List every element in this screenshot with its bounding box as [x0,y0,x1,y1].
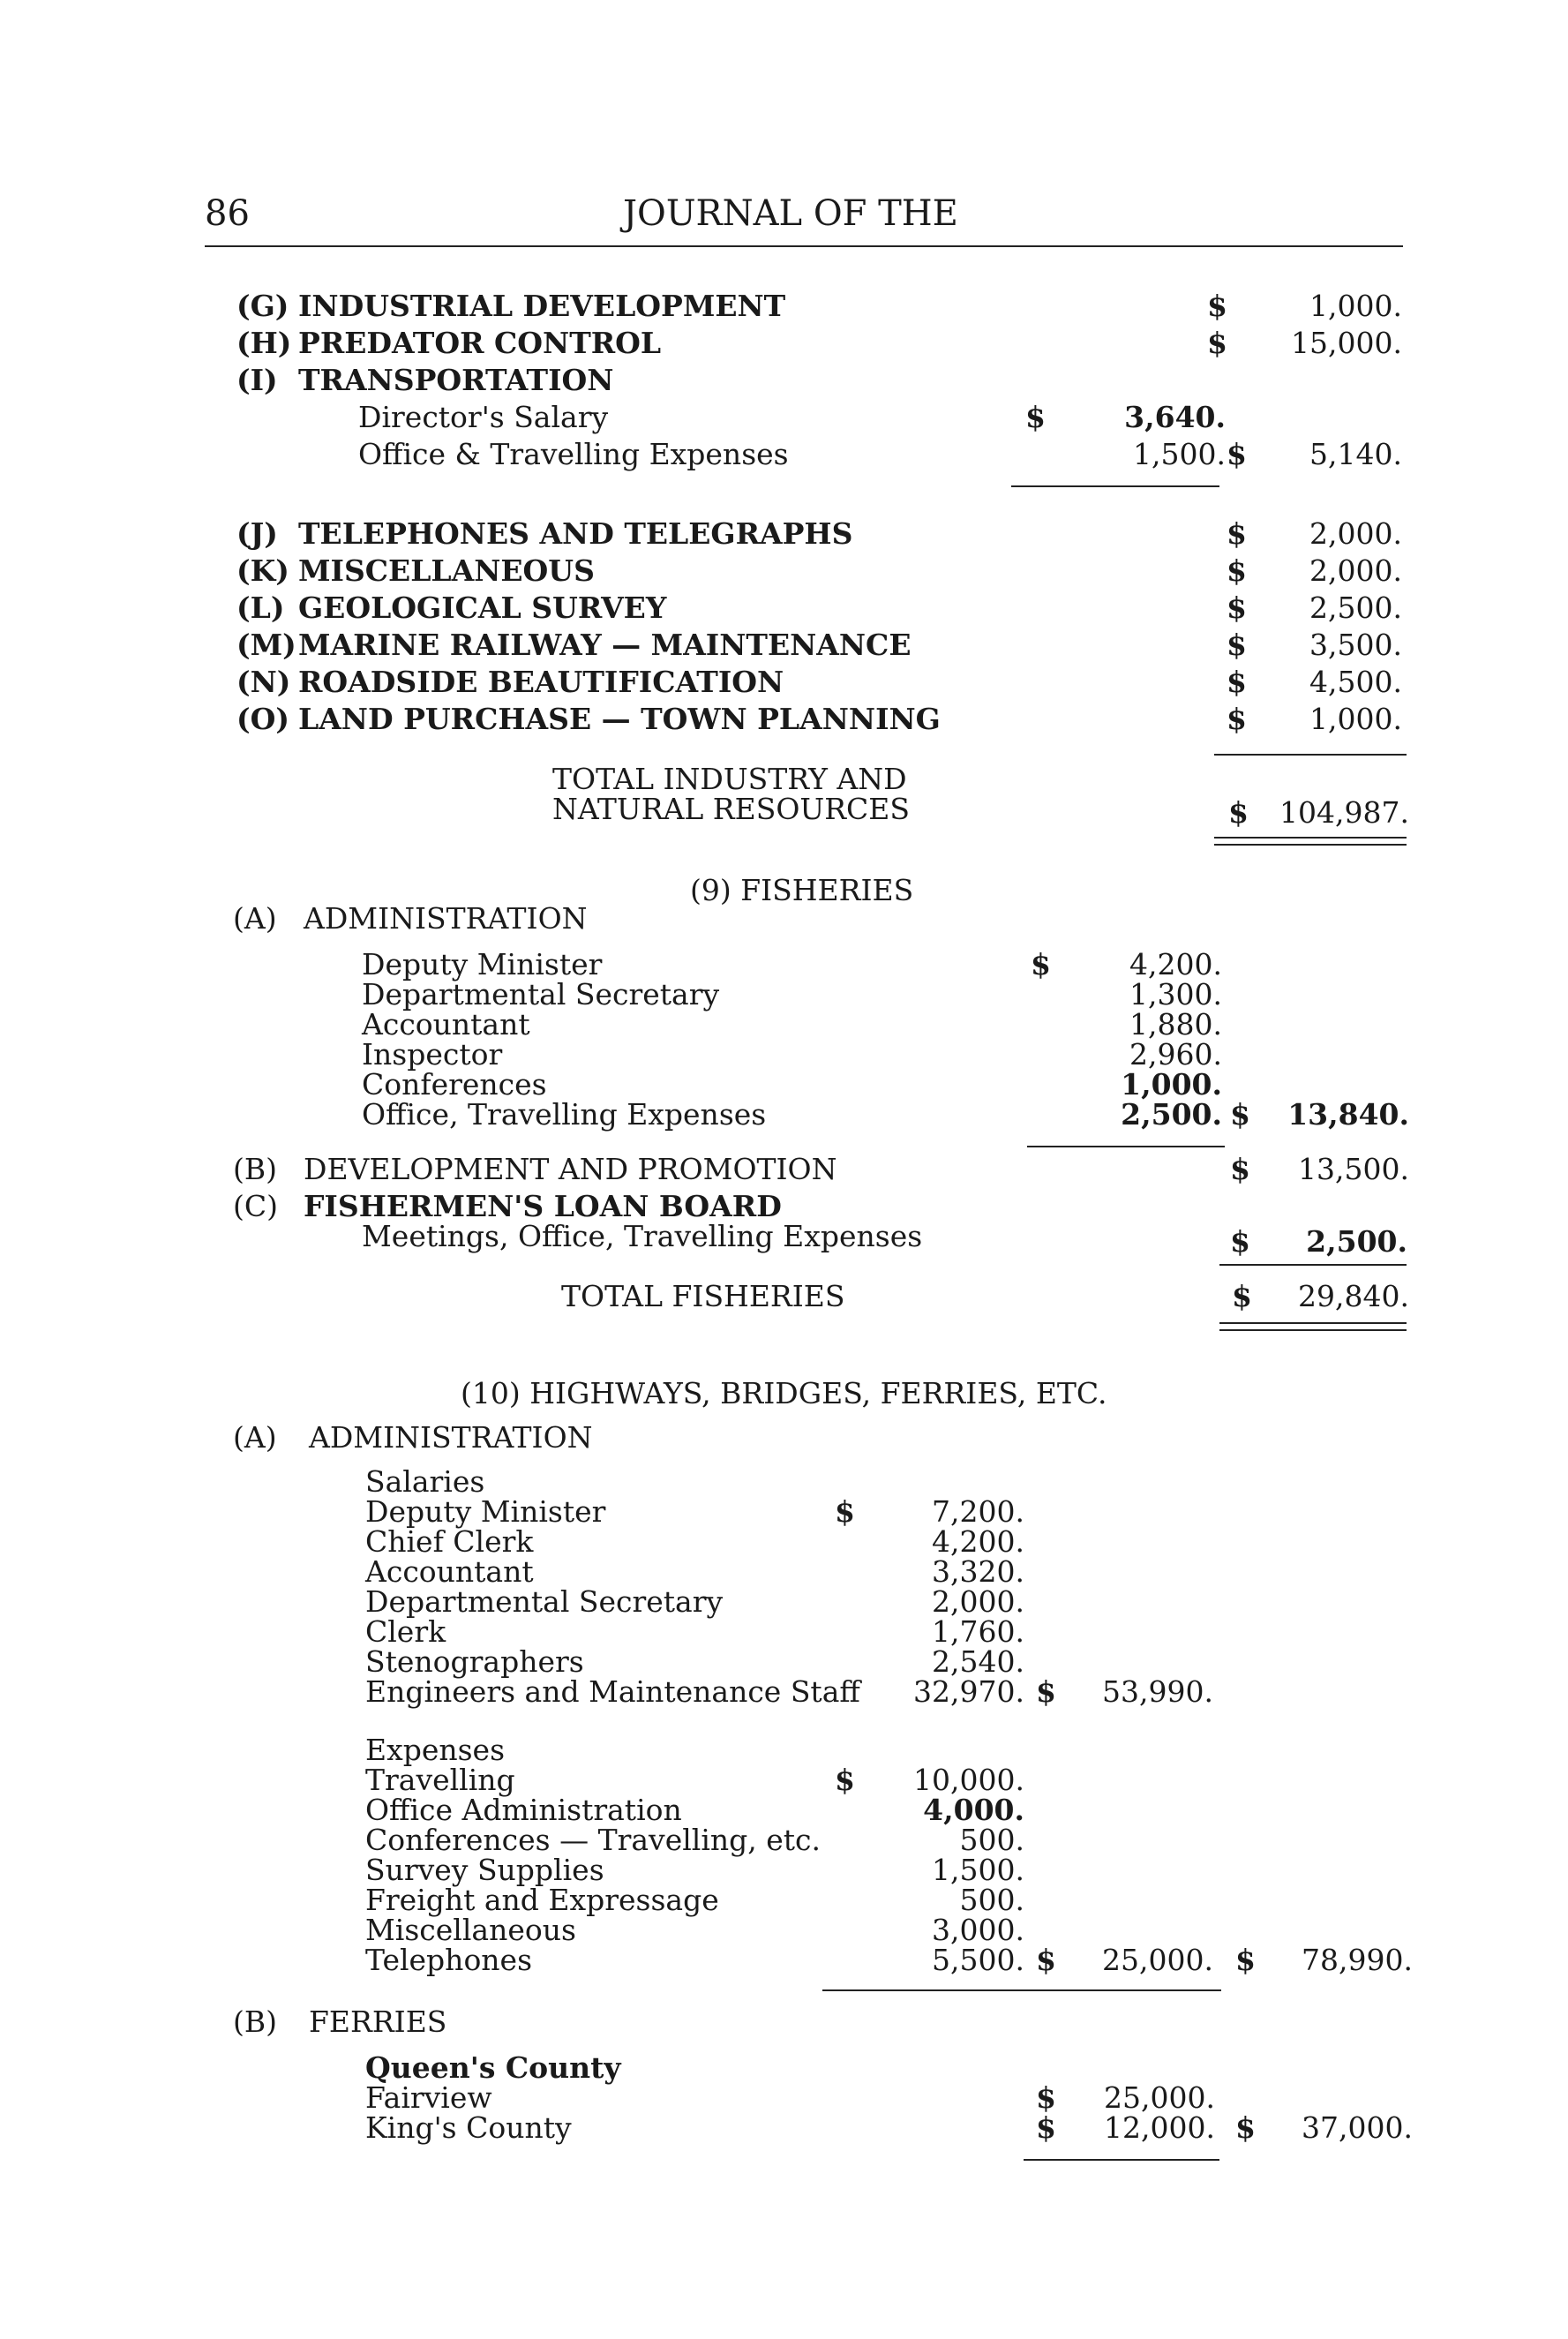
line-amount: 7,200. [932,1494,1024,1529]
item-label: LAND PURCHASE — TOWN PLANNING [298,702,941,736]
line-amount: 2,500. [1121,1097,1222,1132]
item-key: (G) [236,289,289,323]
item-total: 2,500. [1309,590,1402,625]
line-amount: 2,000. [932,1584,1024,1619]
item-key: (L) [236,590,285,625]
header-rule [205,245,1403,247]
item-key: (C) [233,1189,278,1223]
line-amount: 500. [959,1823,1024,1857]
line-label: Office Administration [365,1793,682,1827]
item-label: TRANSPORTATION [298,363,614,397]
item-label: FERRIES [309,2004,447,2039]
line-amount: 25,000. [1104,2080,1215,2115]
dollar-sign: $ [1227,516,1247,551]
line-label: Conferences [362,1067,547,1102]
item-label: ADMINISTRATION [304,901,588,936]
item-total: 2,000. [1309,553,1402,588]
line-label: Travelling [365,1763,515,1797]
sub-item-label: Meetings, Office, Travelling Expenses [362,1219,923,1253]
line-label: Deputy Minister [365,1494,606,1529]
item-label: ROADSIDE BEAUTIFICATION [298,665,784,699]
sub-item-label: Office & Travelling Expenses [358,437,789,471]
subtotal-rule [1027,1146,1225,1147]
item-key: (I) [236,363,278,397]
line-label: Deputy Minister [362,947,603,981]
item-label: DEVELOPMENT AND PROMOTION [304,1152,837,1186]
line-amount: 2,540. [932,1644,1024,1679]
dollar-sign: $ [1036,1674,1056,1709]
item-key: (K) [236,553,289,588]
double-rule-bottom [1219,1329,1407,1331]
item-label: PREDATOR CONTROL [298,326,662,360]
item-key: (O) [236,702,289,736]
line-label: Accountant [362,1007,530,1042]
dollar-sign: $ [1227,665,1247,699]
dollar-sign: $ [1232,1279,1252,1313]
dollar-sign: $ [1227,702,1247,736]
dollar-sign: $ [1036,1943,1056,1977]
line-amount: 10,000. [913,1763,1024,1797]
dollar-sign: $ [835,1763,855,1797]
subtotal-rule [1011,485,1219,487]
item-key: (B) [233,2004,277,2039]
line-label: Engineers and Maintenance Staff [365,1674,860,1709]
line-amount: 1,300. [1129,977,1222,1012]
dollar-sign: $ [835,1494,855,1529]
dollar-sign: $ [1227,590,1247,625]
item-total: 5,140. [1309,437,1402,471]
item-label: MARINE RAILWAY — MAINTENANCE [298,628,912,662]
line-amount: 5,500. [932,1943,1024,1977]
item-label: FISHERMEN'S LOAN BOARD [304,1189,782,1223]
dollar-sign: $ [1036,2110,1056,2145]
section-total: 104,987. [1279,795,1409,830]
dollar-sign: $ [1230,1152,1250,1186]
group-label: Queen's County [365,2050,621,2085]
item-label: GEOLOGICAL SURVEY [298,590,667,625]
line-amount: 32,970. [913,1674,1024,1709]
sub-item-label: Director's Salary [358,400,609,434]
item-key: (A) [233,1420,277,1455]
dollar-sign: $ [1230,1097,1250,1132]
group-total: 53,990. [1102,1674,1213,1709]
dollar-sign: $ [1235,2110,1256,2145]
line-label: Survey Supplies [365,1853,604,1887]
line-label: Conferences — Travelling, etc. [365,1823,822,1857]
page-number: 86 [205,193,250,234]
dollar-sign: $ [1228,795,1249,830]
group-label: Expenses [365,1733,506,1767]
group-total: 25,000. [1102,1943,1213,1977]
item-total: 13,500. [1298,1152,1409,1186]
total-rule [1219,1264,1407,1266]
line-amount: 12,000. [1104,2110,1215,2145]
line-amount: 4,200. [1129,947,1222,981]
item-total: 3,500. [1309,628,1402,662]
line-amount: 1,500. [932,1853,1024,1887]
total-rule [1214,754,1407,756]
group-label: Salaries [365,1464,485,1499]
item-label: TELEPHONES AND TELEGRAPHS [298,516,853,551]
dollar-sign: $ [1207,289,1227,323]
line-label: Accountant [365,1554,534,1589]
line-label: Stenographers [365,1644,584,1679]
sub-item-amount: 3,640. [1124,400,1226,434]
item-key: (B) [233,1152,277,1186]
section-heading: (10) HIGHWAYS, BRIDGES, FERRIES, ETC. [461,1376,1107,1410]
item-total: 1,000. [1309,289,1402,323]
item-key: (N) [236,665,291,699]
subtotal-rule [822,1989,1221,1991]
subsection-total: 78,990. [1302,1943,1413,1977]
double-rule-bottom [1214,844,1407,846]
subsection-total: 13,840. [1287,1097,1409,1132]
item-total: 2,000. [1309,516,1402,551]
line-label: Chief Clerk [365,1524,534,1559]
line-label: Departmental Secretary [362,977,720,1012]
total-label: TOTAL FISHERIES [561,1279,845,1313]
dollar-sign: $ [1227,628,1247,662]
dollar-sign: $ [1025,400,1046,434]
section-total: 29,840. [1298,1279,1409,1313]
dollar-sign: $ [1227,437,1247,471]
subsection-total: 37,000. [1302,2110,1413,2145]
double-rule-top [1214,837,1407,839]
dollar-sign: $ [1036,2080,1056,2115]
item-total: 4,500. [1309,665,1402,699]
total-label: NATURAL RESOURCES [552,792,911,826]
subtotal-rule [1024,2159,1219,2161]
item-key: (H) [236,326,292,360]
line-label: Office, Travelling Expenses [362,1097,767,1132]
line-amount: 1,760. [932,1614,1024,1649]
item-total: 15,000. [1291,326,1402,360]
line-label: Freight and Expressage [365,1883,719,1917]
line-amount: 2,960. [1129,1037,1222,1072]
double-rule-top [1219,1322,1407,1324]
line-amount: 4,200. [932,1524,1024,1559]
item-total: 2,500. [1306,1224,1407,1259]
line-amount: 3,320. [932,1554,1024,1589]
dollar-sign: $ [1031,947,1051,981]
item-label: INDUSTRIAL DEVELOPMENT [298,289,786,323]
line-label: Telephones [365,1943,533,1977]
section-heading: (9) FISHERIES [690,873,914,907]
line-label: Miscellaneous [365,1913,576,1947]
line-amount: 3,000. [932,1913,1024,1947]
item-label: ADMINISTRATION [309,1420,593,1455]
item-label: MISCELLANEOUS [298,553,595,588]
line-label: Clerk [365,1614,446,1649]
running-title: JOURNAL OF THE [623,193,958,234]
item-key: (M) [236,628,296,662]
dollar-sign: $ [1227,553,1247,588]
line-label: Departmental Secretary [365,1584,724,1619]
line-label: Inspector [362,1037,503,1072]
item-key: (J) [236,516,278,551]
item-total: 1,000. [1309,702,1402,736]
line-label: King's County [365,2110,572,2145]
line-amount: 4,000. [923,1793,1024,1827]
dollar-sign: $ [1207,326,1227,360]
item-key: (A) [233,901,277,936]
total-label: TOTAL INDUSTRY AND [552,762,907,796]
sub-item-amount: 1,500. [1133,437,1226,471]
dollar-sign: $ [1230,1224,1250,1259]
line-amount: 500. [959,1883,1024,1917]
line-amount: 1,000. [1121,1067,1222,1102]
dollar-sign: $ [1235,1943,1256,1977]
line-label: Fairview [365,2080,492,2115]
line-amount: 1,880. [1129,1007,1222,1042]
